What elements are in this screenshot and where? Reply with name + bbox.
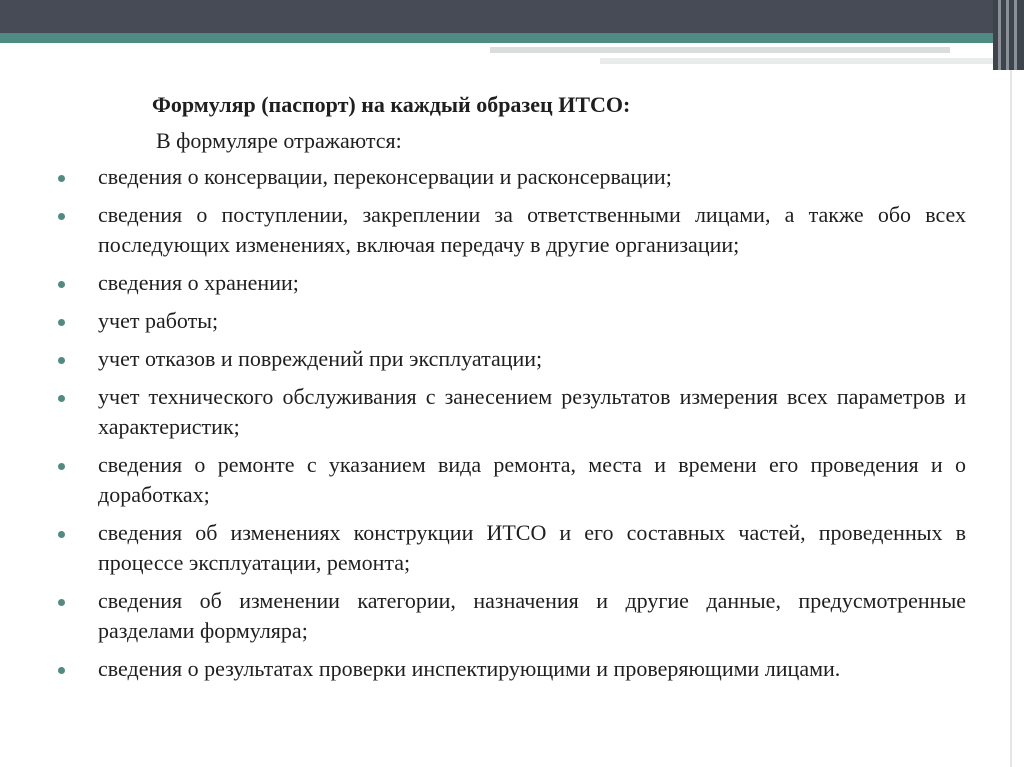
list-item-text: сведения о поступлении, закреплении за ответственными лицами, а также обо всех последующих изменениях, включая передачу в другие организации; [98,202,966,257]
list-item-text: учет технического обслуживания с занесением результатов измерения всех параметров и характеристик; [98,384,966,439]
list-item [58,382,966,442]
slide-subtitle: В формуляре отражаются: [156,128,402,153]
header-bar-light [490,47,950,53]
bullet-list [58,162,966,684]
bullet-icon [58,599,65,606]
header-bar-dark [0,0,1024,33]
bullet-icon [58,281,65,288]
list-item-text: учет отказов и повреждений при эксплуатации; [98,346,543,371]
list-item-text: сведения о хранении; [98,270,299,295]
list-item [58,586,966,646]
bullet-icon [58,667,65,674]
list-item-text: сведения о ремонте с указанием вида ремонта, места и времени его проведения и о доработках; [98,452,966,507]
bullet-icon [58,463,65,470]
header-corner-stripe [1014,0,1017,70]
header-corner-stripe [1006,0,1009,70]
list-item [58,344,966,374]
bullet-icon [58,175,65,182]
bullet-icon [58,395,65,402]
list-item-text: сведения об изменениях конструкции ИТСО и его составных частей, проведенных в процессе эксплуатации, ремонта; [98,520,966,575]
list-item-text: учет работы; [98,308,219,333]
list-item [58,654,966,684]
list-item [58,268,966,298]
list-item-text: сведения о результатах проверки инспектирующими и проверяющими лицами. [98,656,841,681]
list-item-text: сведения об изменении категории, назначения и другие данные, предусмотренные разделами формуляра; [98,588,966,643]
header-bar-light [600,58,1024,64]
header-bar-teal [0,33,1024,43]
list-item [58,200,966,260]
bullet-icon [58,531,65,538]
list-item [58,450,966,510]
header-corner-stripe [998,0,1001,70]
list-item [58,162,966,192]
slide-title: Формуляр (паспорт) на каждый образец ИТСО: [152,92,631,117]
side-divider [1010,70,1012,767]
bullet-icon [58,357,65,364]
list-item-text: сведения о консервации, переконсервации и расконсервации; [98,164,672,189]
bullet-icon [58,213,65,220]
slide-content [58,90,966,692]
list-item [58,518,966,578]
bullet-icon [58,319,65,326]
list-item [58,306,966,336]
